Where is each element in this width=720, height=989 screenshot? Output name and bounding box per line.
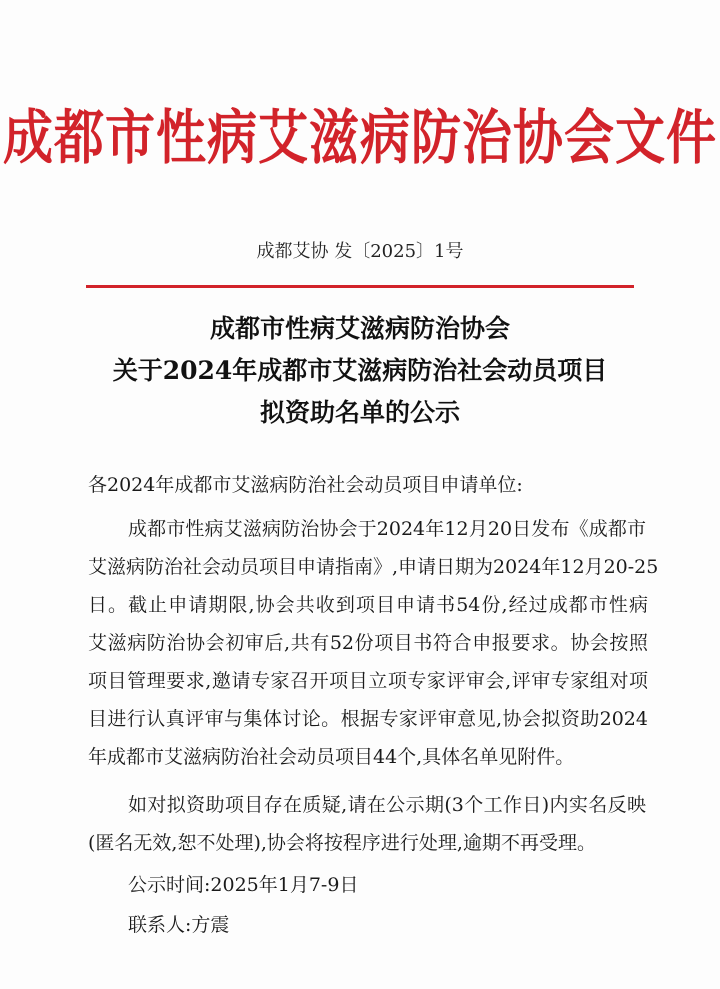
- paragraph-1-line-4: 艾滋病防治协会初审后,共有52份项目书符合申报要求。协会按照: [88, 632, 648, 654]
- notice-title-line-2: 关于2024年成都市艾滋病防治社会动员项目: [112, 356, 608, 385]
- paragraph-1-line-3: 日。截止申请期限,协会共收到项目申请书54份,经过成都市性病: [88, 594, 648, 616]
- paragraph-1-line-7: 年成都市艾滋病防治社会动员项目44个,具体名单见附件。: [88, 746, 575, 768]
- notice-period: 公示时间:2025年1月7-9日: [128, 874, 359, 896]
- document-number: 成都艾协 发〔2025〕1号: [256, 241, 464, 262]
- paragraph-1-line-1: 成都市性病艾滋病防治协会于2024年12月20日发布《成都市: [128, 518, 646, 540]
- red-divider-line: [86, 285, 634, 288]
- salutation: 各2024年成都市艾滋病防治社会动员项目申请单位:: [88, 474, 523, 496]
- contact-person: 联系人:方震: [128, 914, 230, 936]
- masthead-title: 成都市性病艾滋病防治协会文件: [3, 103, 717, 173]
- paragraph-2-line-2: (匿名无效,恕不处理),协会将按程序进行处理,逾期不再受理。: [88, 832, 596, 854]
- notice-title-line-1: 成都市性病艾滋病防治协会: [209, 314, 510, 343]
- paragraph-1-line-2: 艾滋病防治社会动员项目申请指南》,申请日期为2024年12月20-25: [88, 556, 659, 578]
- paragraph-2-line-1: 如对拟资助项目存在质疑,请在公示期(3个工作日)内实名反映: [128, 794, 646, 816]
- notice-title-line-3: 拟资助名单的公示: [259, 398, 460, 427]
- paragraph-1-line-6: 目进行认真评审与集体讨论。根据专家评审意见,协会拟资助2024: [88, 708, 648, 730]
- paragraph-1-line-5: 项目管理要求,邀请专家召开项目立项专家评审会,评审专家组对项: [88, 670, 648, 692]
